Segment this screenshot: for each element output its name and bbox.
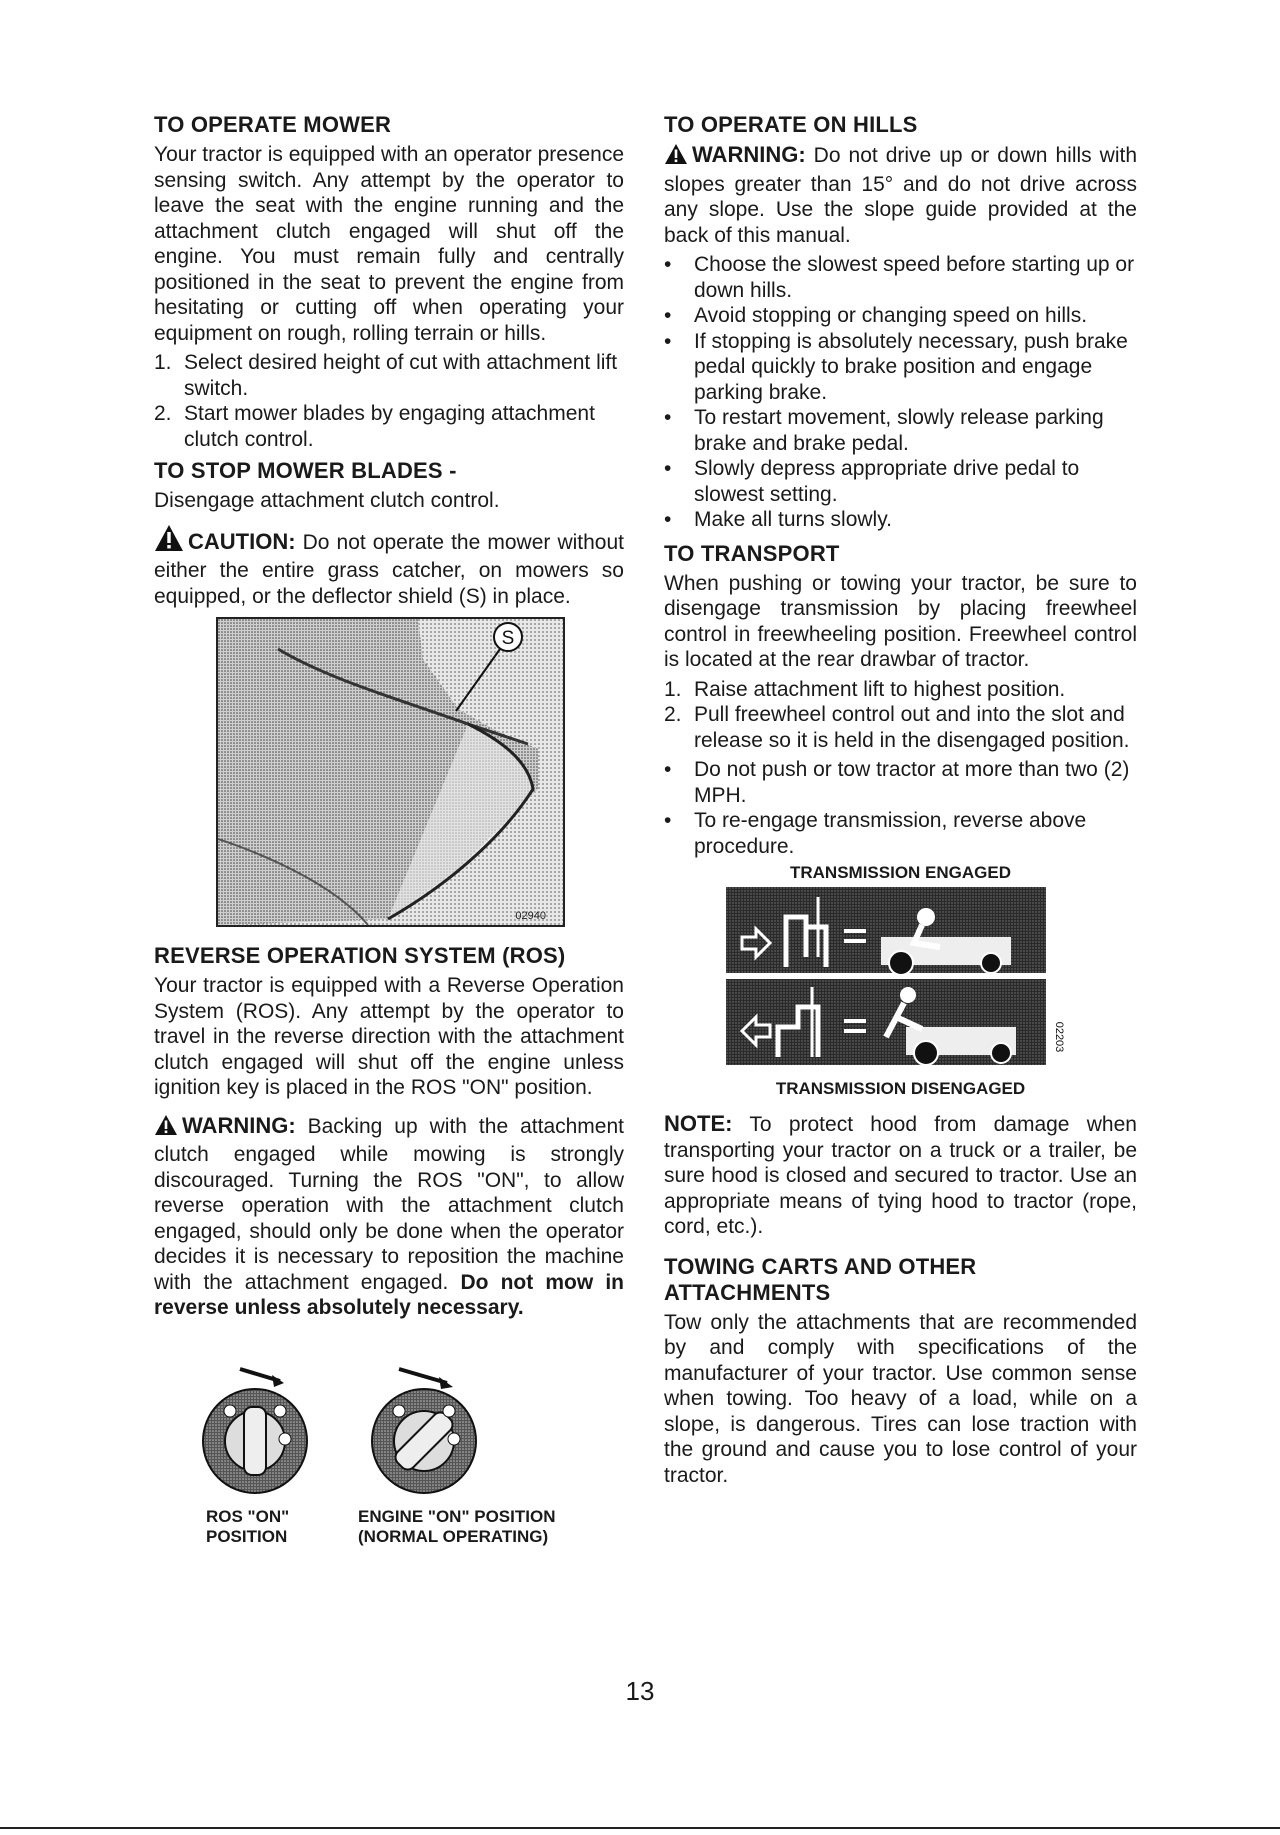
right-column [664,112,1137,1492]
caution-triangle-icon [154,524,184,559]
step-item: 2. Pull freewheel control out and into the slot and release so it is held in the disengaged position. [664,703,1130,752]
step-item: 1. Select desired height of cut with attachment lift switch. [154,351,618,400]
hills-heading: TO OPERATE ON HILLS [664,112,918,137]
list-item: • Make all turns slowly. [664,508,893,531]
left-column [154,112,624,1561]
caution-text: Do not operate the mower without either the entire grass catcher, on mowers so equipped, or the deflector shield (S) in place. [154,530,624,608]
warning-text: Backing up with the attachment clutch engaged while mowing is strongly discouraged. Turning the ROS "ON", to allow reverse operation with the attachment clutch engaged, should only be done when the operator decides it is necessary to reposition the machine with the attachment engaged. [154,1114,624,1294]
list-item: • To re-engage transmission, reverse above procedure. [664,809,1087,858]
step-item: 2. Start mower blades by engaging attachment clutch control. [154,402,595,451]
transport-steps [664,677,1137,754]
bottom-rule [0,1827,1280,1829]
transport-body: When pushing or towing your tractor, be sure to disengage transmission by placing freewheel control in freewheeling position. Freewheel control is located at the rear drawbar of tractor. [664,571,1137,671]
figure-code: 02203 [1053,1021,1065,1053]
warning-bold-text: Do not mow in reverse unless absolutely necessary. [154,1270,624,1319]
ros-body: Your tractor is equipped with a Reverse Operation System (ROS). Any attempt by the operator to travel in the reverse direction with the attachment clutch engaged will shut off the engine unless ignition key is placed in the ROS "ON" position. [154,974,624,1099]
list-item: • Do not push or tow tractor at more than two (2) MPH. [664,758,1130,807]
caution-paragraph [154,524,624,610]
list-item: • Avoid stopping or changing speed on hills. [664,304,1088,327]
operate-mower-heading: TO OPERATE MOWER [154,112,392,137]
hills-warning-label: WARNING: [692,142,806,167]
ros-key-caption: ROS "ON" POSITION [206,1506,290,1546]
list-item: • If stopping is absolutely necessary, push brake pedal quickly to brake position and engage parking brake. [664,329,1128,404]
warning-triangle-icon [664,143,688,172]
figure-code: 02940 [515,910,546,922]
transport-heading: TO TRANSPORT [664,540,840,566]
note-label: NOTE: [664,1111,733,1136]
note-text: To protect hood from damage when transporting your tractor on a truck or a trailer, be sure hood is closed and secured to tractor. Use an appropriate means of tying hood to tractor (rope, cord, etc.). [664,1113,1137,1238]
stop-blades-body: Disengage attachment clutch control. [154,489,500,512]
engine-key-figure [369,1361,479,1501]
towing-heading: TOWING CARTS AND OTHER ATTACHMENTS [664,1253,977,1305]
shield-callout-label: S [501,628,515,649]
hills-warning-paragraph [664,142,1137,248]
engine-key-caption: ENGINE "ON" POSITION (NORMAL OPERATING) [358,1506,556,1546]
warning-label: WARNING: [182,1112,296,1138]
ros-heading: REVERSE OPERATION SYSTEM (ROS) [154,943,566,968]
note-paragraph [664,1111,1137,1240]
step-item: 1. Raise attachment lift to highest position. [664,677,1066,701]
ros-key-figure [200,1361,310,1501]
key-switch-figures [154,1361,624,1561]
operate-mower-body: Your tractor is equipped with an operator presence sensing switch. Any attempt by the operator to leave the seat with the engine running and the attachment clutch engaged will shut off the engine. You must remain fully and centrally positioned in the seat to prevent the engine from hesitating or cutting off when operating your equipment on rough, rolling terrain or hills. [154,143,624,345]
warning-triangle-icon [154,1114,178,1143]
list-item: • Choose the slowest speed before starting up or down hills. [664,253,1135,302]
caution-label: CAUTION: [188,528,296,554]
transmission-disengaged-caption: TRANSMISSION DISENGAGED [775,1079,1026,1098]
warning-paragraph [154,1113,624,1321]
hills-bullets [664,252,1137,533]
hills-warning-text: Do not drive up or down hills with slopes greater than 15° and do not drive across any slope. Use the slope guide provided at the back of this manual. [664,144,1137,247]
page-number: 13 [625,1676,655,1706]
deflector-shield-figure [216,617,565,927]
stop-blades-heading: TO STOP MOWER BLADES - [154,458,457,483]
list-item: • Slowly depress appropriate drive pedal to slowest setting. [664,457,1080,506]
operate-mower-steps [154,350,624,452]
towing-body: Tow only the attachments that are recommended by and comply with specifications of the manufacturer of your tractor. Use common sense when towing. Too heavy of a load, while on a slope, is dangerous. Tires can lose traction with the ground and cause you to lose control of your tractor. [664,1310,1137,1487]
list-item: • To restart movement, slowly release parking brake and brake pedal. [664,406,1104,455]
transmission-engaged-caption: TRANSMISSION ENGAGED [789,863,1012,882]
transmission-figure [726,887,1068,1071]
transport-bullets [664,757,1137,859]
